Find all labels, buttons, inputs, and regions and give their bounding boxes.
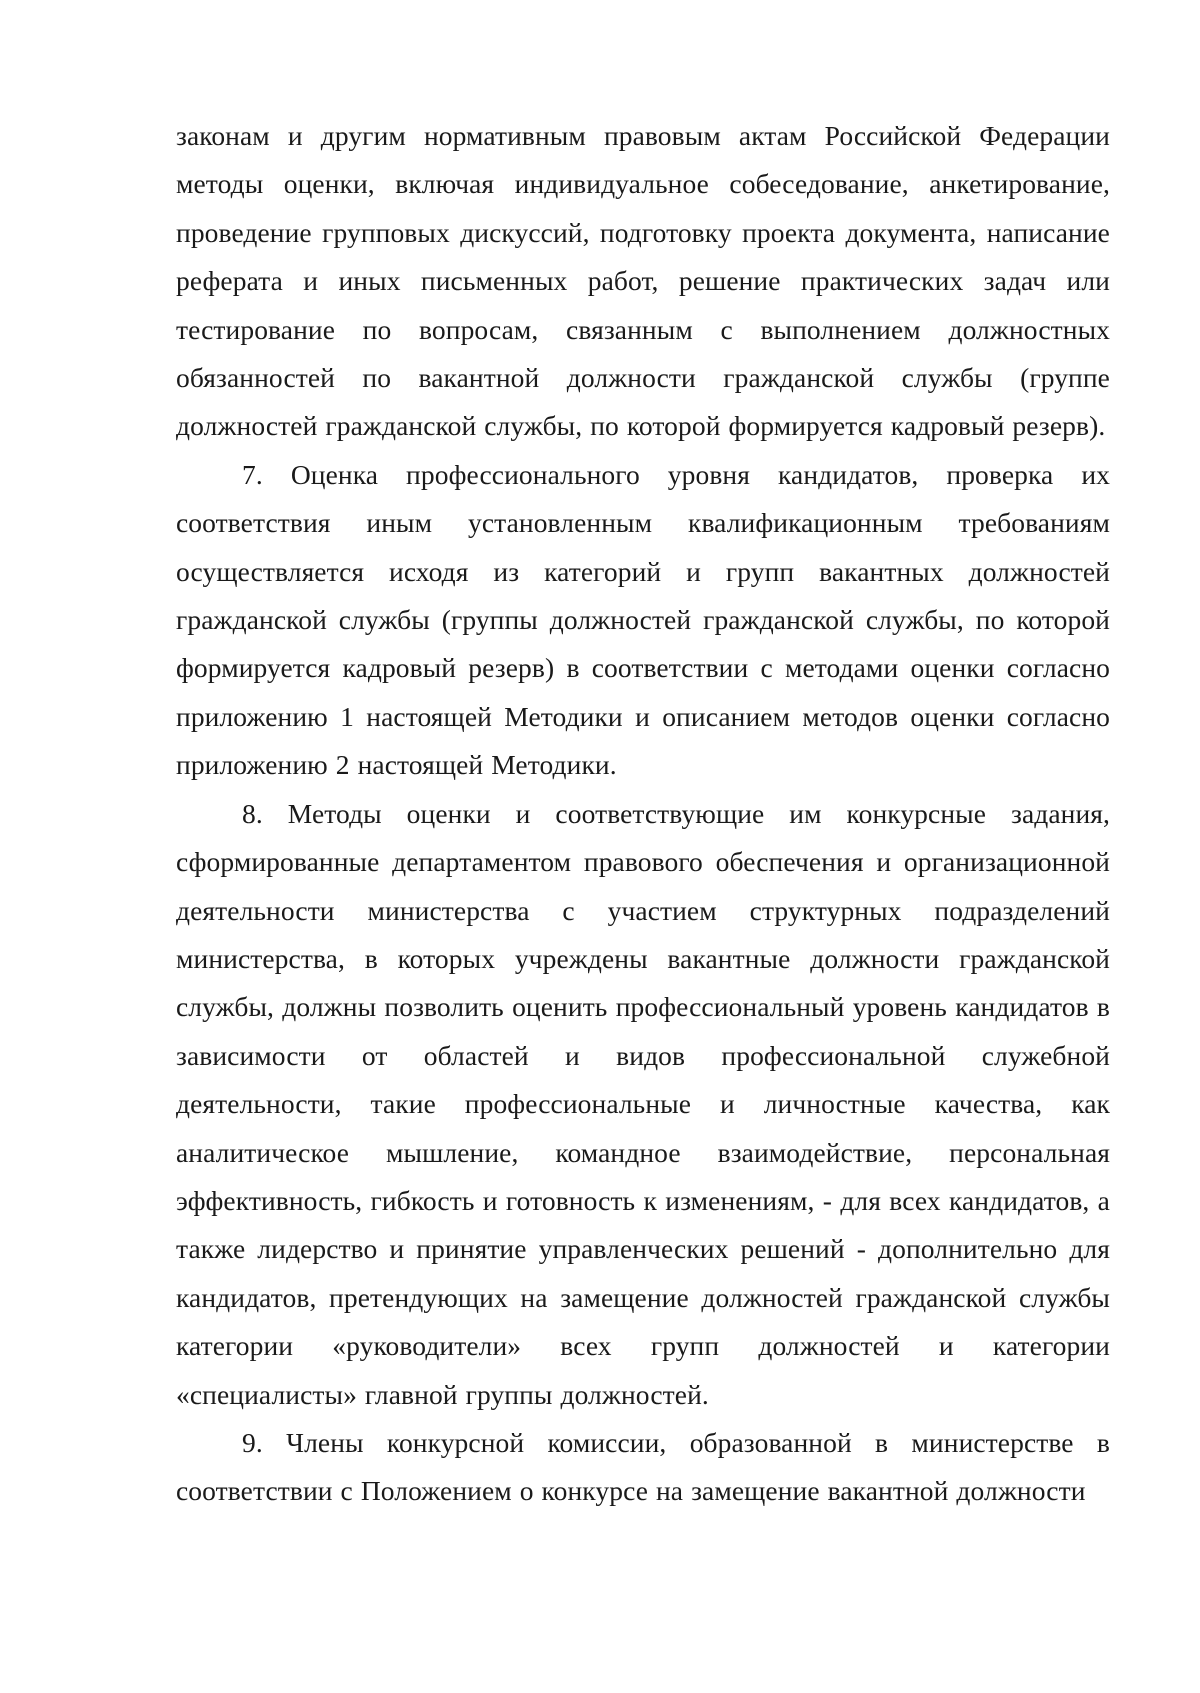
paragraph-9: 9. Члены конкурсной комиссии, образованной в министерстве в соответствии с Положением о конкурсе на замещение вакантной должности [176, 1426, 1110, 1507]
paragraph-8: 8. Методы оценки и соответствующие им конкурсные задания, сформированные департаментом правового обеспечения и организационной деятельности министерства с участием структурных подразделений министерства, в которых учреждены вакантные должности гражданской службы, должны позволить оценить профессиональный уровень кандидатов в зависимости от областей и видов профессиональной служебной деятельности, такие профессиональные и личностные качества, как аналитическое мышление, командное взаимодействие, персональная эффективность, гибкость и готовность к изменениям, - для всех кандидатов, а также лидерство и принятие управленческих решений - дополнительно для кандидатов, претендующих на замещение должностей гражданской службы категории «руководители» всех групп должностей и категории «специалисты» главной группы должностей. [176, 797, 1110, 1410]
paragraph-continuation: законам и другим нормативным правовым актам Российской Федерации методы оценки, включая индивидуальное собеседование, анкетирование, проведение групповых дискуссий, подготовку проекта документа, написание реферата и иных письменных работ, решение практических задач или тестирование по вопросам, связанным с выполнением должностных обязанностей по вакантной должности гражданской службы (группе должностей гражданской службы, по которой формируется кадровый резерв). [176, 120, 1110, 442]
paragraph-7: 7. Оценка профессионального уровня кандидатов, проверка их соответствия иным установленным квалификационным требованиям осуществляется исходя из категорий и групп вакантных должностей гражданской службы (группы должностей гражданской службы, по которой формируется кадровый резерв) в соответствии с методами оценки согласно приложению 1 настоящей Методики и описанием методов оценки согласно приложению 2 настоящей Методики. [176, 458, 1110, 781]
